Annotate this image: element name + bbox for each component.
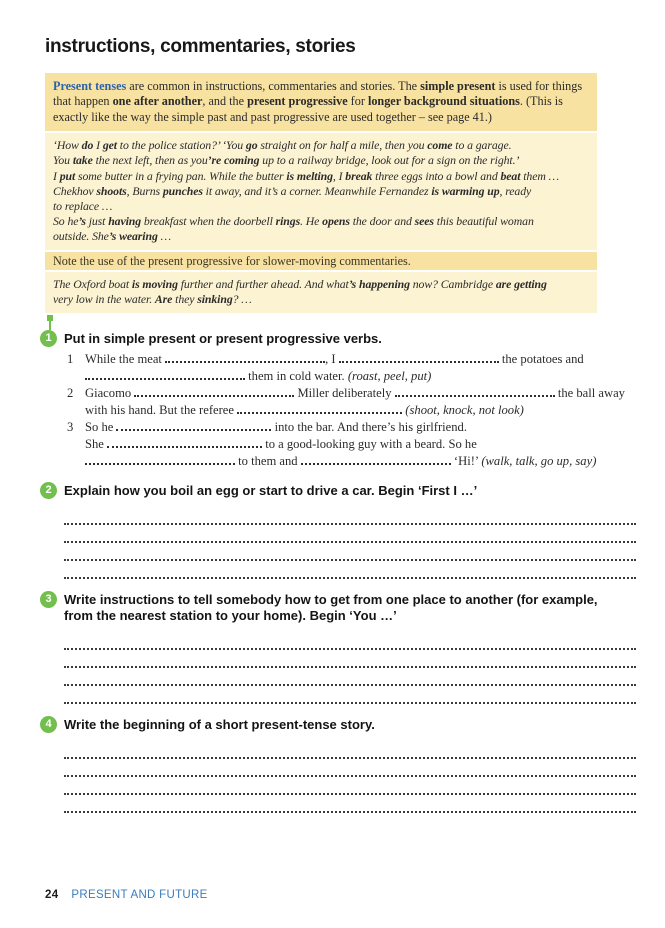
- text-segment: The Oxford boat: [53, 277, 132, 292]
- text-segment: into the bar. And there’s his girlfriend.: [271, 419, 468, 434]
- examples-text: [53, 138, 589, 244]
- text-line: [53, 199, 589, 214]
- item-text: [85, 419, 596, 470]
- text-segment: While the meat: [85, 351, 166, 366]
- text-segment: sees: [414, 214, 434, 229]
- text-segment: (walk, talk, go up, say): [481, 453, 597, 468]
- text-segment: is moving: [131, 277, 178, 292]
- text-segment: one after another: [112, 94, 203, 109]
- answer-blank: [237, 402, 402, 413]
- text-segment: punches: [162, 183, 203, 198]
- page-footer: [45, 889, 208, 901]
- text-segment: So he: [85, 419, 117, 434]
- answer-blank: [134, 385, 294, 396]
- exercise-heading: Explain how you boil an egg or start to drive a car. Begin ‘First I …’: [64, 482, 478, 498]
- text-segment: Chekhov: [53, 183, 97, 198]
- answer-blank: [165, 351, 325, 362]
- text-segment: the potatoes and: [498, 351, 584, 366]
- note-strip: [45, 252, 597, 271]
- text-segment: get: [102, 138, 117, 153]
- answer-line: [64, 650, 636, 668]
- exercise-heading: Put in simple present or present progressive verbs.: [64, 330, 382, 346]
- intro-text: [53, 79, 589, 125]
- answer-line: [64, 561, 636, 579]
- text-segment: ? …: [232, 292, 252, 307]
- answer-blank: [107, 436, 262, 447]
- text-segment: to the police station?’ ‘You: [116, 138, 246, 153]
- text-segment: they: [172, 292, 198, 307]
- text-segment: it away, and it’s a corner. Meanwhile Fernandez: [202, 183, 432, 198]
- item-text: [85, 385, 625, 419]
- answer-lines: [64, 632, 636, 704]
- answer-lines: [64, 741, 636, 813]
- answer-blank: [85, 368, 245, 379]
- text-segment: to a garage.: [452, 138, 512, 153]
- text-segment: three eggs into a bowl and: [372, 168, 501, 183]
- text-segment: break: [345, 168, 373, 183]
- text-segment: simple present: [420, 79, 496, 93]
- answer-line: [64, 668, 636, 686]
- text-segment: some butter in a frying pan. While the butter: [75, 168, 287, 183]
- answer-blank: [339, 351, 499, 362]
- item-line: [85, 453, 596, 470]
- text-segment: straight on for half a mile, then you: [257, 138, 428, 153]
- text-segment: outside. She: [53, 229, 109, 244]
- text-segment: Giacomo: [85, 385, 135, 400]
- text-segment: , Burns: [126, 183, 163, 198]
- answer-lines: [64, 507, 636, 579]
- answer-line: [64, 759, 636, 777]
- note-text: Note the use of the present progressive for slower-moving commentaries.: [53, 253, 411, 268]
- examples-box: [45, 133, 597, 249]
- item-line: [85, 402, 625, 419]
- item-line: [85, 436, 596, 453]
- text-segment: (shoot, knock, not look): [405, 402, 524, 417]
- text-segment: She: [85, 436, 108, 451]
- text-segment: is melting: [286, 168, 333, 183]
- text-segment: do: [81, 138, 94, 153]
- text-segment: are common in instructions, commentaries and stories. The: [126, 79, 421, 93]
- exercise-number-badge: 2: [40, 482, 57, 499]
- text-segment: present progressive: [247, 94, 348, 109]
- answer-line: [64, 507, 636, 525]
- text-segment: them …: [520, 168, 560, 183]
- text-line: [53, 214, 589, 229]
- text-segment: further and further ahead. And what: [177, 277, 349, 292]
- exercise-3: [40, 591, 640, 704]
- text-segment: So he: [53, 214, 79, 229]
- text-segment: ‘How: [53, 138, 82, 153]
- answer-line: [64, 632, 636, 650]
- exercise-body: [64, 716, 636, 813]
- text-segment: …: [157, 229, 171, 244]
- exercise-body: [64, 330, 636, 470]
- text-segment: opens: [322, 214, 350, 229]
- exercise-body: [64, 591, 636, 704]
- text-segment: , and the: [202, 94, 248, 109]
- item-line: [85, 368, 584, 385]
- commentary-text: [53, 277, 589, 307]
- answer-line: [64, 777, 636, 795]
- answer-blank: [301, 453, 451, 464]
- text-segment: ‘Hi!’: [450, 453, 482, 468]
- answer-line: [64, 525, 636, 543]
- text-segment: just: [85, 214, 109, 229]
- text-segment: rings: [275, 214, 301, 229]
- text-segment: beat: [500, 168, 521, 183]
- text-segment: ’s happening: [348, 277, 410, 292]
- exercise-number-badge: 1: [40, 330, 57, 347]
- text-segment: longer background situations: [367, 94, 520, 109]
- text-segment: the next left, then as you: [92, 153, 208, 168]
- exercise-body: [64, 482, 636, 579]
- text-segment: , I: [325, 351, 339, 366]
- page-number: 24: [45, 889, 59, 901]
- commentary-box: [45, 272, 597, 312]
- text-segment: . He: [300, 214, 323, 229]
- text-line: [53, 138, 589, 153]
- text-segment: having: [108, 214, 142, 229]
- exercise-number-badge: 3: [40, 591, 57, 608]
- exercise-items: [64, 351, 636, 470]
- text-segment: go: [245, 138, 258, 153]
- exercise-heading: Write the beginning of a short present-tense story.: [64, 716, 375, 732]
- answer-line: [64, 543, 636, 561]
- answer-line: [64, 741, 636, 759]
- item-text: [85, 351, 584, 385]
- text-segment: very low in the water.: [53, 292, 155, 307]
- text-line: [53, 292, 589, 307]
- text-segment: , I: [332, 168, 346, 183]
- section-title: PRESENT AND FUTURE: [71, 889, 208, 901]
- connector-stem: [47, 315, 53, 330]
- text-segment: the door and: [349, 214, 415, 229]
- exercise-item: [64, 385, 636, 419]
- item-number: 2: [67, 385, 74, 400]
- text-segment: them in cold water.: [245, 368, 348, 383]
- text-segment: sinking: [197, 292, 233, 307]
- text-segment: (roast, peel, put): [347, 368, 432, 383]
- text-segment: Present tenses: [53, 79, 127, 93]
- text-segment: shoots: [96, 183, 127, 198]
- text-segment: ’s wearing: [108, 229, 158, 244]
- text-segment: up to a railway bridge, look out for a sign on the right.’: [259, 153, 520, 168]
- text-line: [53, 169, 589, 184]
- text-segment: Miller deliberately: [294, 385, 395, 400]
- text-line: [53, 184, 589, 199]
- item-line: [85, 419, 596, 436]
- answer-blank: [85, 453, 235, 464]
- exercise-1: [40, 330, 640, 470]
- text-segment: for: [347, 94, 368, 109]
- text-line: [53, 153, 589, 168]
- item-number: 1: [67, 351, 74, 366]
- answer-blank: [116, 419, 271, 430]
- item-number: 3: [67, 419, 74, 434]
- text-line: [53, 229, 589, 244]
- text-segment: the ball away: [554, 385, 625, 400]
- text-segment: . (This is exactly like the way the simple past and past progressive are used together – see page 41.): [53, 94, 563, 124]
- page-title: instructions, commentaries, stories: [45, 36, 356, 57]
- answer-blank: [395, 385, 555, 396]
- exercise-4: [40, 716, 640, 813]
- exercises-container: [45, 330, 640, 813]
- text-segment: to a good-looking guy with a beard. So he: [262, 436, 477, 451]
- text-segment: are getting: [495, 277, 547, 292]
- text-segment: ’re coming: [207, 153, 260, 168]
- exercise-item: [64, 419, 636, 470]
- text-segment: to them and: [235, 453, 301, 468]
- text-segment: with his hand. But the referee: [85, 402, 238, 417]
- intro-box: [45, 73, 597, 131]
- text-segment: this beautiful woman: [433, 214, 534, 229]
- text-segment: breakfast when the doorbell: [141, 214, 276, 229]
- text-segment: put: [59, 168, 76, 183]
- answer-line: [64, 686, 636, 704]
- item-line: [85, 385, 625, 402]
- answer-line: [64, 795, 636, 813]
- text-segment: , ready: [499, 183, 532, 198]
- text-segment: is warming up: [431, 183, 500, 198]
- text-segment: now? Cambridge: [409, 277, 496, 292]
- item-line: [85, 351, 584, 368]
- text-segment: You: [53, 153, 73, 168]
- text-segment: is used for things that happen: [53, 79, 583, 109]
- exercise-number-badge: 4: [40, 716, 57, 733]
- text-segment: I: [53, 168, 60, 183]
- exercise-item: [64, 351, 636, 385]
- text-segment: to replace …: [53, 199, 113, 214]
- exercise-2: [40, 482, 640, 579]
- text-segment: Are: [154, 292, 173, 307]
- text-segment: I: [93, 138, 103, 153]
- text-line: [53, 277, 589, 292]
- exercise-heading: Write instructions to tell somebody how to get from one place to another (for example, from the nearest station to your home). Begin ‘You …’: [64, 591, 598, 623]
- text-segment: come: [427, 138, 453, 153]
- text-segment: ’s: [78, 214, 86, 229]
- text-segment: take: [72, 153, 93, 168]
